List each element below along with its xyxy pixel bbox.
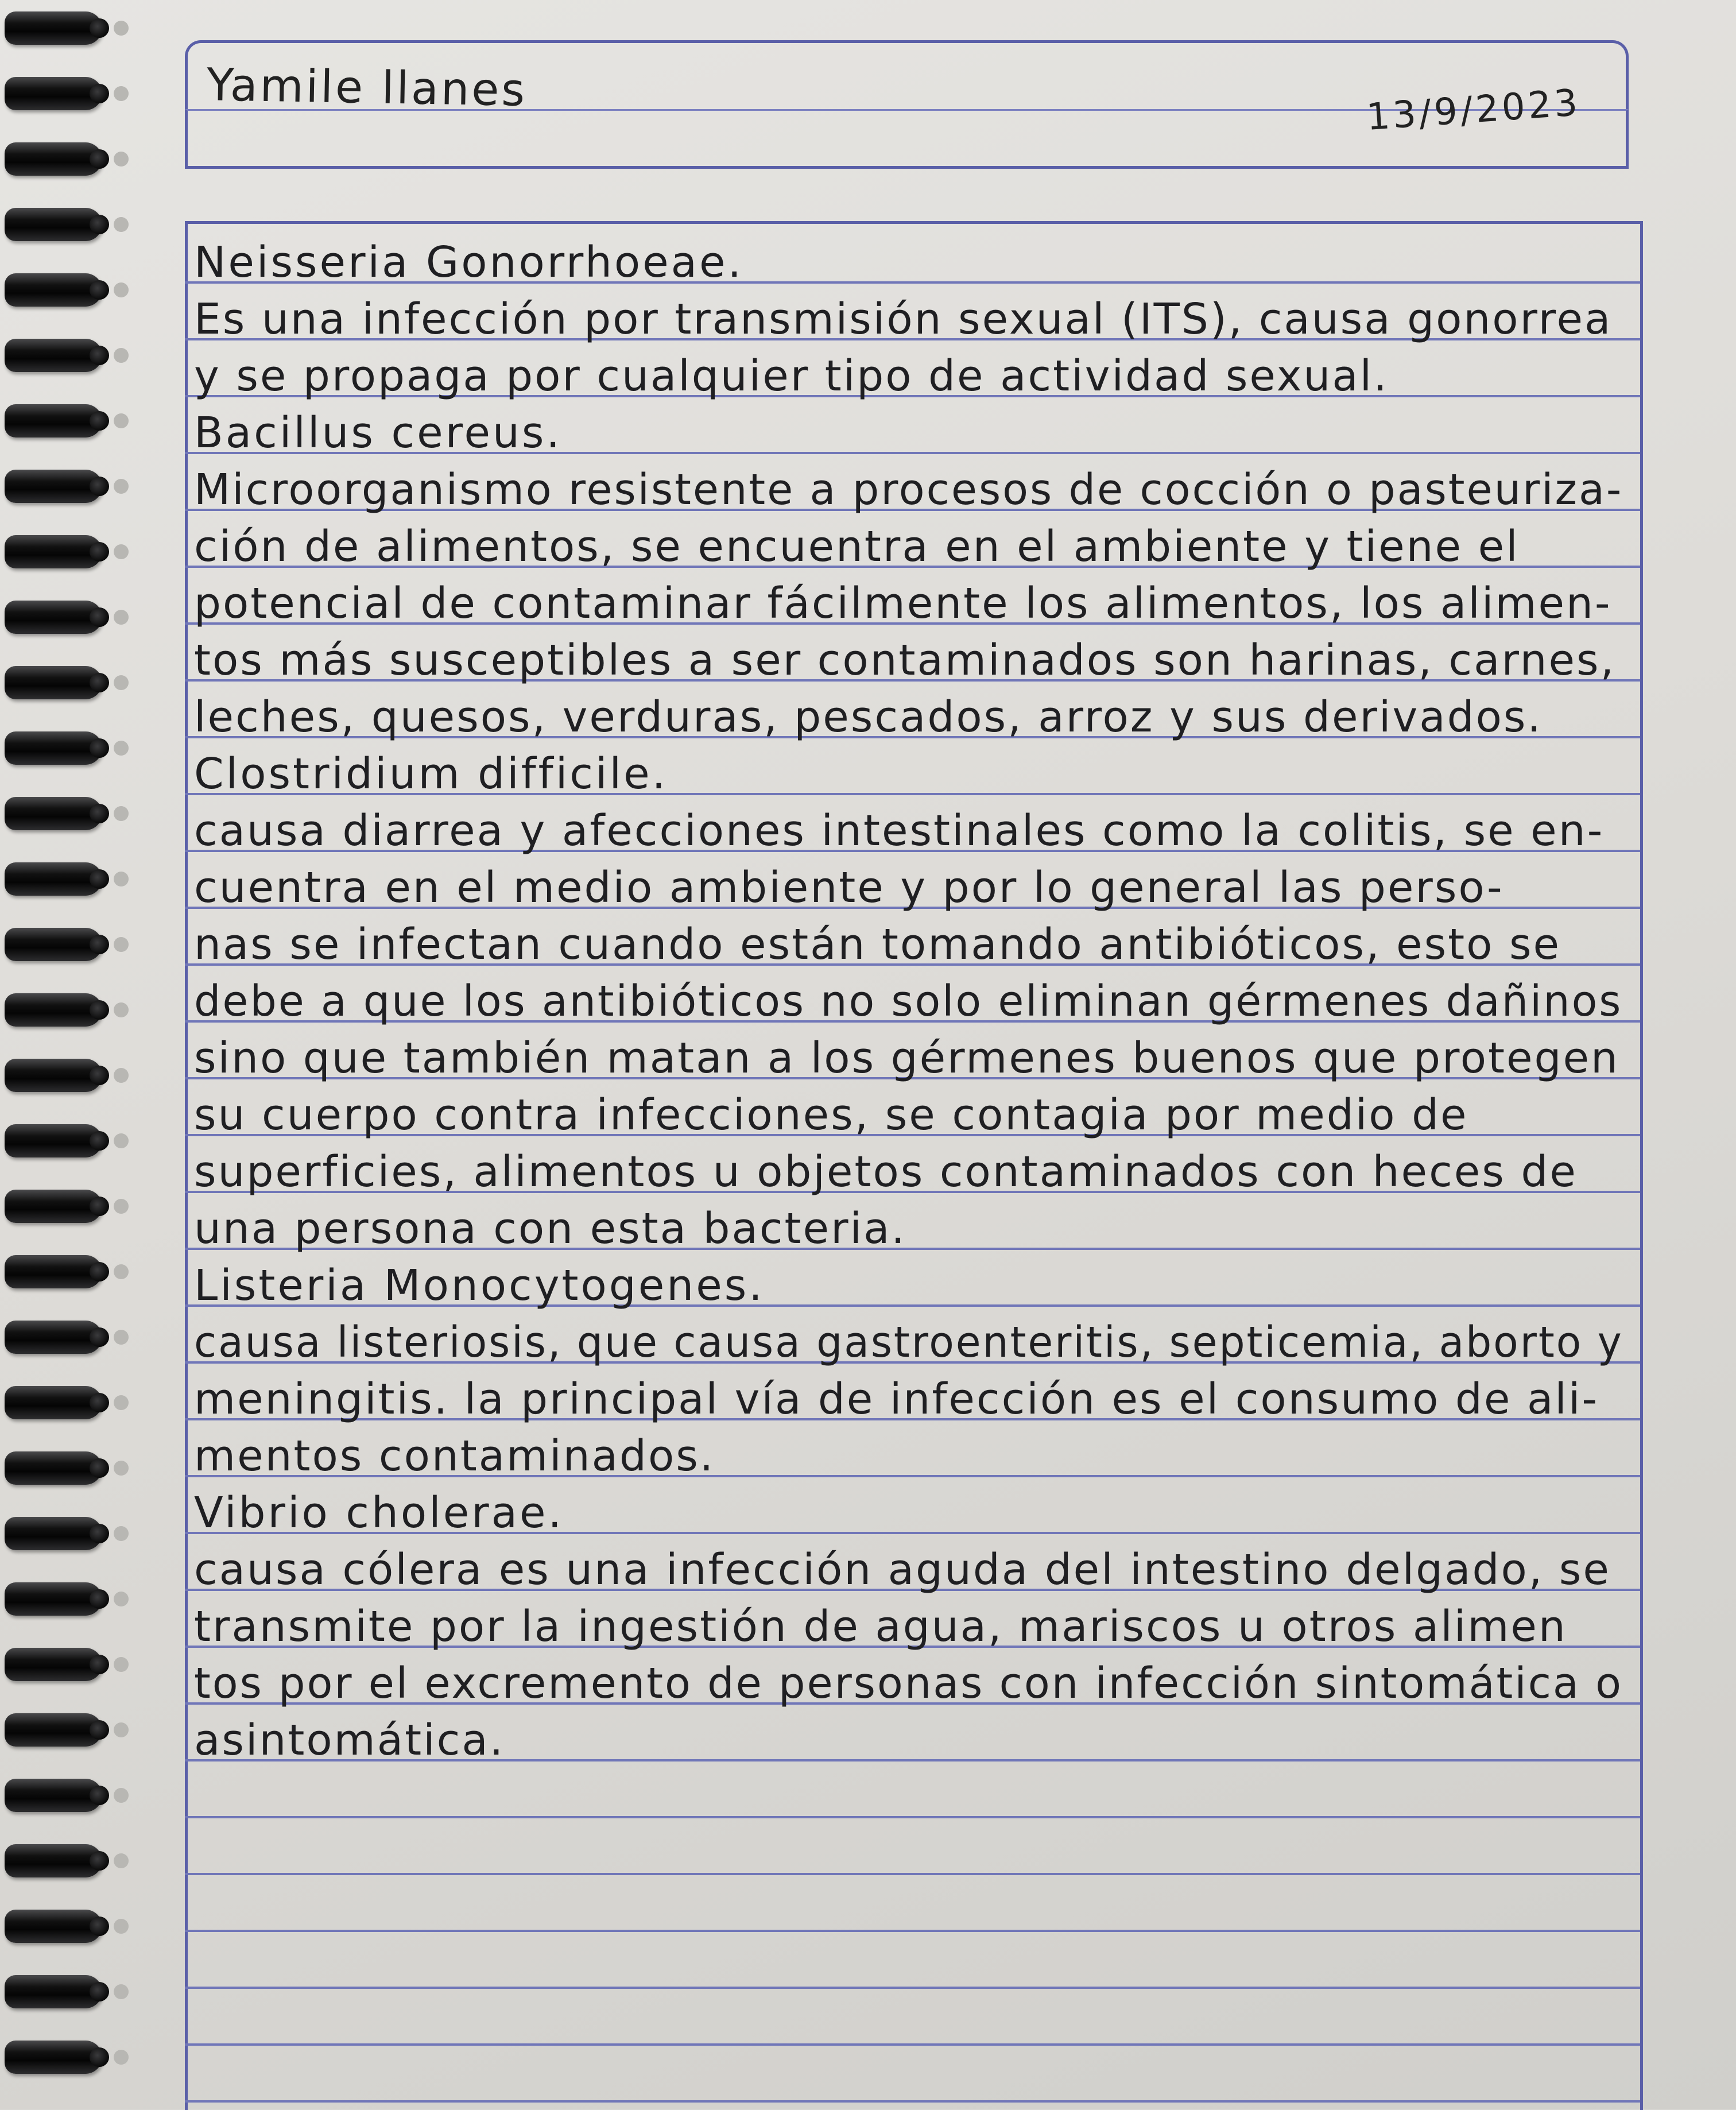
spiral-ring <box>5 993 102 1027</box>
spiral-binding <box>0 0 138 2109</box>
binding-hole <box>114 741 129 756</box>
binding-hole <box>114 1657 129 1672</box>
spiral-ring <box>5 1386 102 1419</box>
binding-hole <box>114 1330 129 1345</box>
text-line: superficies, alimentos u objetos contaminados con heces de <box>194 1147 1578 1197</box>
heading-bacillus: Bacillus cereus. <box>194 408 562 458</box>
binding-hole <box>114 217 129 232</box>
text-line: cuentra en el medio ambiente y por lo general las perso- <box>194 863 1504 912</box>
spiral-ring <box>5 1451 102 1485</box>
spiral-ring <box>5 208 102 241</box>
text-line: sino que también matan a los gérmenes buenos que protegen <box>194 1033 1619 1083</box>
text-line: potencial de contaminar fácilmente los alimentos, los alimen- <box>194 579 1612 628</box>
spiral-ring <box>5 731 102 765</box>
text-line: debe a que los antibióticos no solo eliminan gérmenes dañinos <box>194 977 1623 1026</box>
spiral-ring <box>5 862 102 896</box>
spiral-ring <box>5 1844 102 1877</box>
binding-hole <box>114 675 129 690</box>
spiral-ring <box>5 1190 102 1223</box>
spiral-ring <box>5 1582 102 1616</box>
binding-hole <box>114 479 129 494</box>
binding-hole <box>114 1788 129 1803</box>
binding-hole <box>114 348 129 363</box>
text-line: causa diarrea y afecciones intestinales como la colitis, se en- <box>194 806 1605 855</box>
spiral-ring <box>5 404 102 438</box>
text-line: asintomática. <box>194 1716 505 1765</box>
ruled-line <box>185 2100 1640 2103</box>
ruled-line <box>185 1816 1640 1818</box>
spiral-ring <box>5 1255 102 1288</box>
ruled-line <box>185 2043 1640 2046</box>
binding-hole <box>114 152 129 167</box>
binding-hole <box>114 413 129 428</box>
spiral-ring <box>5 797 102 830</box>
text-line: y se propaga por cualquier tipo de actividad sexual. <box>194 351 1389 401</box>
text-line: su cuerpo contra infecciones, se contagia por medio de <box>194 1090 1468 1140</box>
spiral-ring <box>5 1059 102 1092</box>
ruled-line <box>185 1930 1640 1932</box>
spiral-ring <box>5 1713 102 1747</box>
binding-hole <box>114 1853 129 1868</box>
spiral-ring <box>5 77 102 110</box>
spiral-ring <box>5 2041 102 2074</box>
text-line: Es una infección por transmisión sexual (ITS), causa gonorrea <box>194 295 1613 344</box>
spiral-ring <box>5 1910 102 1943</box>
heading-clostridium: Clostridium difficile. <box>194 749 668 799</box>
binding-hole <box>114 1461 129 1476</box>
spiral-ring <box>5 535 102 568</box>
text-line: causa listeriosis, que causa gastroenteritis, septicemia, aborto y <box>194 1318 1623 1367</box>
text-line: nas se infectan cuando están tomando antibióticos, esto se <box>194 920 1561 969</box>
spiral-ring <box>5 1517 102 1550</box>
assignment-date: 13/9/2023 <box>1365 82 1582 139</box>
binding-hole <box>114 1264 129 1279</box>
text-line: mentos contaminados. <box>194 1431 715 1481</box>
binding-hole <box>114 1592 129 1606</box>
binding-hole <box>114 1068 129 1083</box>
ruled-line <box>185 1987 1640 1989</box>
spiral-ring <box>5 1975 102 2008</box>
binding-hole <box>114 872 129 886</box>
spiral-ring <box>5 11 102 45</box>
text-line: ción de alimentos, se encuentra en el ambiente y tiene el <box>194 522 1520 571</box>
binding-hole <box>114 1984 129 1999</box>
binding-hole <box>114 806 129 821</box>
spiral-ring <box>5 1648 102 1681</box>
text-line: una persona con esta bacteria. <box>194 1204 906 1253</box>
binding-hole <box>114 610 129 625</box>
binding-hole <box>114 21 129 36</box>
spiral-ring <box>5 470 102 503</box>
binding-hole <box>114 1722 129 1737</box>
spiral-ring <box>5 666 102 699</box>
binding-hole <box>114 282 129 297</box>
spiral-ring <box>5 1779 102 1812</box>
binding-hole <box>114 937 129 952</box>
binding-hole <box>114 1133 129 1148</box>
text-line: transmite por la ingestión de agua, mariscos u otros alimen <box>194 1602 1567 1651</box>
binding-hole <box>114 1395 129 1410</box>
heading-listeria: Listeria Monocytogenes. <box>194 1261 765 1310</box>
spiral-ring <box>5 601 102 634</box>
spiral-ring <box>5 1321 102 1354</box>
binding-hole <box>114 86 129 101</box>
binding-hole <box>114 2050 129 2065</box>
student-name: Yamile llanes <box>206 59 528 117</box>
binding-hole <box>114 544 129 559</box>
ruled-line <box>185 1873 1640 1875</box>
spiral-ring <box>5 142 102 176</box>
text-line: causa cólera es una infección aguda del intestino delgado, se <box>194 1545 1611 1594</box>
text-line: leches, quesos, verduras, pescados, arroz y sus derivados. <box>194 692 1543 742</box>
binding-hole <box>114 1919 129 1934</box>
text-line: Microorganismo resistente a procesos de cocción o pasteuriza- <box>194 465 1623 514</box>
binding-hole <box>114 1199 129 1214</box>
binding-hole <box>114 1002 129 1017</box>
heading-neisseria: Neisseria Gonorrhoeae. <box>194 238 744 287</box>
text-line: meningitis. la principal vía de infección es el consumo de ali- <box>194 1375 1599 1424</box>
heading-vibrio: Vibrio cholerae. <box>194 1488 564 1538</box>
spiral-ring <box>5 339 102 372</box>
spiral-ring <box>5 1124 102 1157</box>
text-line: tos más susceptibles a ser contaminados son harinas, carnes, <box>194 636 1616 685</box>
binding-hole <box>114 1526 129 1541</box>
text-line: tos por el excremento de personas con infección sintomática o <box>194 1659 1623 1708</box>
spiral-ring <box>5 928 102 961</box>
spiral-ring <box>5 273 102 307</box>
